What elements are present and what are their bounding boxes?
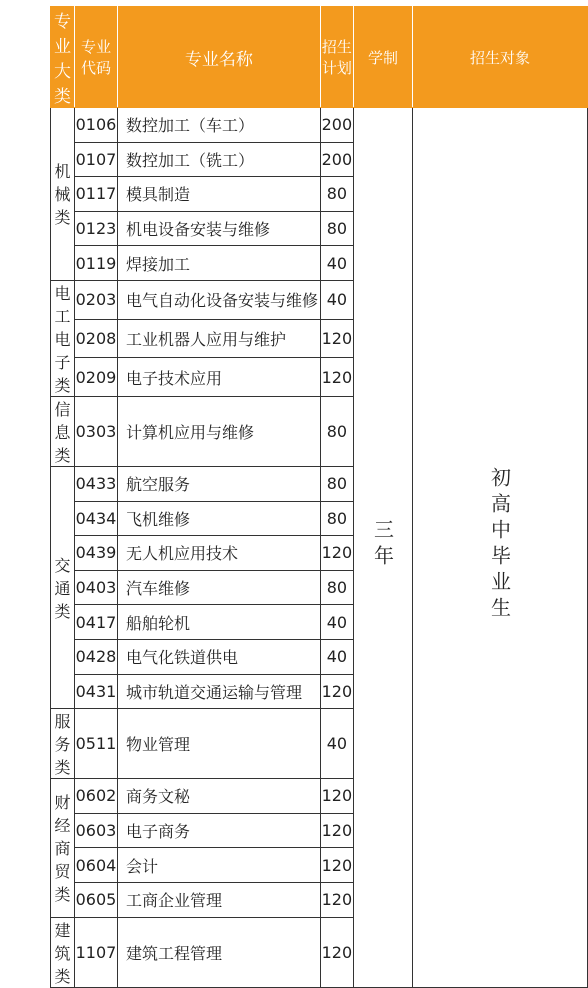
header-row <box>51 7 588 108</box>
name-cell: 工业机器人应用与维护 <box>117 319 320 358</box>
target-text: 初高中毕业生 <box>487 467 512 624</box>
plan-cell: 200 <box>320 108 353 143</box>
name-cell: 建筑工程管理 <box>117 917 320 987</box>
plan-cell: 80 <box>320 501 353 536</box>
name-cell: 电气化铁道供电 <box>117 639 320 674</box>
code-cell: 0434 <box>74 501 117 536</box>
name-cell: 电子技术应用 <box>117 358 320 397</box>
category-cell: 交通类 <box>51 466 75 708</box>
name-cell: 焊接加工 <box>117 246 320 281</box>
name-cell: 航空服务 <box>117 466 320 501</box>
name-cell: 数控加工（车工） <box>117 108 320 143</box>
header-plan: 招生计划 <box>320 7 353 108</box>
plan-cell: 120 <box>320 358 353 397</box>
plan-cell: 120 <box>320 779 353 814</box>
code-cell: 0303 <box>74 396 117 466</box>
plan-cell: 120 <box>320 536 353 571</box>
category-cell: 机械类 <box>51 108 75 281</box>
code-cell: 0123 <box>74 211 117 246</box>
duration-text: 三年 <box>370 519 395 572</box>
name-cell: 模具制造 <box>117 177 320 212</box>
duration-cell <box>353 108 412 988</box>
plan-cell: 40 <box>320 709 353 779</box>
plan-cell: 200 <box>320 142 353 177</box>
plan-cell: 120 <box>320 848 353 883</box>
name-cell: 汽车维修 <box>117 570 320 605</box>
header-category: 专业大类 <box>51 7 75 108</box>
plan-cell: 40 <box>320 246 353 281</box>
code-cell: 1107 <box>74 917 117 987</box>
code-cell: 0431 <box>74 674 117 709</box>
plan-cell: 40 <box>320 639 353 674</box>
plan-cell: 80 <box>320 396 353 466</box>
code-cell: 0119 <box>74 246 117 281</box>
name-cell: 机电设备安装与维修 <box>117 211 320 246</box>
name-cell: 物业管理 <box>117 709 320 779</box>
code-cell: 0209 <box>74 358 117 397</box>
table-body <box>51 108 588 988</box>
code-cell: 0605 <box>74 882 117 917</box>
code-cell: 0433 <box>74 466 117 501</box>
code-cell: 0403 <box>74 570 117 605</box>
plan-cell: 80 <box>320 177 353 212</box>
plan-cell: 120 <box>320 882 353 917</box>
header-name: 专业名称 <box>117 7 320 108</box>
plan-cell: 120 <box>320 917 353 987</box>
category-cell: 建筑类 <box>51 917 75 987</box>
code-cell: 0117 <box>74 177 117 212</box>
header-years: 学制 <box>353 7 412 108</box>
name-cell: 工商企业管理 <box>117 882 320 917</box>
code-cell: 0208 <box>74 319 117 358</box>
name-cell: 城市轨道交通运输与管理 <box>117 674 320 709</box>
code-cell: 0203 <box>74 280 117 319</box>
code-cell: 0511 <box>74 709 117 779</box>
category-cell: 财经商贸类 <box>51 779 75 917</box>
name-cell: 商务文秘 <box>117 779 320 814</box>
plan-cell: 120 <box>320 674 353 709</box>
plan-cell: 80 <box>320 570 353 605</box>
code-cell: 0439 <box>74 536 117 571</box>
code-cell: 0106 <box>74 108 117 143</box>
enrollment-table <box>50 6 588 988</box>
code-cell: 0604 <box>74 848 117 883</box>
header-code: 专业代码 <box>74 7 117 108</box>
name-cell: 会计 <box>117 848 320 883</box>
plan-cell: 40 <box>320 605 353 640</box>
category-cell: 信息类 <box>51 396 75 466</box>
plan-cell: 80 <box>320 211 353 246</box>
header-target: 招生对象 <box>412 7 587 108</box>
name-cell: 电气自动化设备安装与维修 <box>117 280 320 319</box>
plan-cell: 120 <box>320 319 353 358</box>
table-row <box>51 108 588 143</box>
category-cell: 电工电子类 <box>51 280 75 396</box>
name-cell: 船舶轮机 <box>117 605 320 640</box>
code-cell: 0428 <box>74 639 117 674</box>
name-cell: 飞机维修 <box>117 501 320 536</box>
target-cell <box>412 108 587 988</box>
code-cell: 0602 <box>74 779 117 814</box>
name-cell: 计算机应用与维修 <box>117 396 320 466</box>
name-cell: 数控加工（铣工） <box>117 142 320 177</box>
category-cell: 服务类 <box>51 709 75 779</box>
plan-cell: 120 <box>320 813 353 848</box>
plan-cell: 80 <box>320 466 353 501</box>
code-cell: 0107 <box>74 142 117 177</box>
code-cell: 0603 <box>74 813 117 848</box>
plan-cell: 40 <box>320 280 353 319</box>
code-cell: 0417 <box>74 605 117 640</box>
name-cell: 电子商务 <box>117 813 320 848</box>
name-cell: 无人机应用技术 <box>117 536 320 571</box>
